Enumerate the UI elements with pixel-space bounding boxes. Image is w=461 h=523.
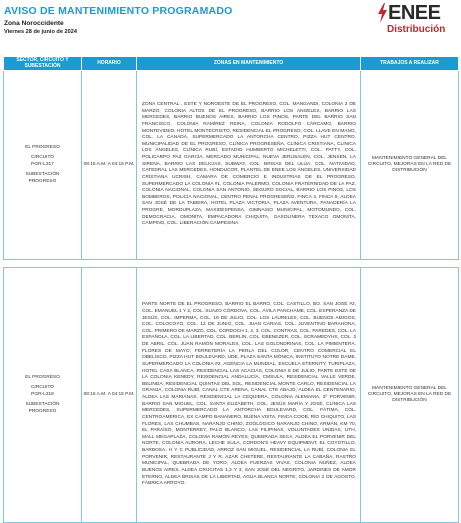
table-row (4, 71, 459, 260)
table-row (4, 268, 459, 523)
header-sector: SECTOR, CIRCUITO Y SUBESTACIÓN (4, 57, 82, 71)
notice-date: Viernes 28 de junio de 2024 (4, 29, 77, 35)
circuit-label: CIRCUITO (30, 385, 55, 391)
substation-label: SUBESTACIÓN (25, 402, 60, 408)
substation-name: PROGRESO (28, 178, 57, 184)
logo-subtitle: Distribución (387, 24, 446, 35)
header-works: TRABAJOS A REALIZAR (361, 57, 459, 71)
zones-cell: ZONA CENTRAL , ESTE Y NOROESTE DE EL PROGRESO, COL. MANGANDI, COLONIA 2 DE MARZO, COLONIA ALTOS DE EL PROGRESO, BARRIO LOS ÁNGELES, BARRIO LAS MERCEDES, BARRIO BUENOS AIRES, BARRIO LOS PINOS, PARTE DEL BARRIO SAN FRANCISCO, COLONIA RAMÍREZ REINA, COLONIA RODOLFO CÁRCAMO, BARRIO MONTEVIDEO, HOTEL MONTECRISTO, RESIDENCIAL EL PROGRESO, COL. LLAVE EN MANO, COL. LA CANADÁ, SUPERMERCADO LA ANTORCHA CENTRO, PIZZA HUT CENTRO, MUNICIPALIDAD DE EL PROGRESO, CLÍNICA PROGRESEÑA, CLÍNICA CRISTIANA, CLÍNICA LOS ÁNGELES, CLÍNICA RUBÍ, ESTADIO HUMBERTO MICHELETTI, COL. PATTY, COL. POLICARPO PAZ GARCÍA, MERCADO MUNICIPAL, NUEVA JERUSALÉN, COL. JENSEN, LA SIRENA, BARRIO LAS DELICIAS, SUBWAY, COL. BRISAS DEL ULÚA, COL. NATIVIDAD, CATEDRAL LAS MERCEDES, HONDUCOR, PLANTEL DE ENEE LOS ÁNGELES, UNIVERSIDAD CRISTIANA UCRISH, CÁMARA DE COMERCIO E INDUSTRIAS DE EL PROGRESO, SUPERMERCADO LA COLONIA #1, COLONIA PALERMO, COLONIA FRATERNIDAD DE LA PAZ, COLONIA NACIONAL, COLONIA SAN ANTONIO, SEGURO SOCIAL, BARRIO LOS PINOS, LOS BOMBEROS, POLICÍA NACIONAL, CENTRO PENAL PROGRESEÑO, FINCA 4, FINCA 8, ALDEA SAN JOSÉ DE LA TABIERA, HOTEL PLAZA VICTORIA, PLAZA AVENTURA, PANADERÍA LA PROGRE, MORDUPLAZA, MAXIDESPENSA, GIMNASIO MUNICIPAL, MOTOMUNDO, COL. DEMOCRACIA, OMONITA, EMPACADORA CHIQUITA, GASOLINERA TEXACO OMONITA, CAMPING, COL. LIBERACIÓN CAMPESINA. (137, 71, 361, 260)
hours-cell: 08:15 A.M. A 04:15 P.M. (82, 268, 137, 523)
row-spacer (4, 260, 459, 268)
works-cell: MANTENIMIENTO GENERAL DEL CIRCUITO, MEJORAS EN LA RED DE DISTRIBUCIÓN (361, 71, 459, 260)
zone-name: Zona Noroccidente (4, 20, 64, 27)
lightning-bolt-icon (378, 3, 387, 23)
circuit-code: PGR-L317 (31, 161, 54, 167)
table-header-row (4, 57, 459, 71)
sector-cell (4, 71, 82, 260)
substation-label: SUBESTACIÓN (25, 172, 60, 178)
zones-cell: PARTE NORTE DE EL PROGRESO, BARRIO EL BARRO, COL. CASTILLO, BO. SAN JOSÉ #2, COL. EMANUEL 1 Y 2, COL. SUAZO CÓRDOVA, COL. ÁVILA PANCHAME, COL. ESPERANZA DE JESÚS, COL. IMPERMA, COL. 19 DE JULIO, COL. LOS LAURELES, COL. BUENOS AMIGOS, COL. COLOCOYO, COL. 12 DE JUNIO, COL. JUAN CARIAS, COL. JUVENTINO BARAHONA, COL. PRIMERO DE MARZO, COL. CORDOCH 1, 2, 3, COL. CONTRAS, COL. PAREDES, COL. LA ESPAÑOLA, COL. LA LIBERTAD, COL. BERLÍN, COL. EBENEZER, COL. SCRAMEDYHS, COL. 3 DE ABRIL, COL. JUAN RAMÓN MORALES, COL. LAS GOLONDRINAS, COL. LA PIMIENTERA, FLORES DE MAYO, FERRETERÍA LA PERLA DEL COLOR, CENTRO COMERCIAL EL OBELISCO, PIZZA HUT BOULEVARD, UDE, PLAZA SANTA MÓNICA, INSTITUTO NOTRE DAME, SUPERMERCADO LA COLONIA #2, AGENCIA LA MUNDIAL, ESCUELA ETERNITY, TURIPLAZA, HOTEL CASA BLANCA, RESIDENCIAL LAS ACACIAS, COLONIA 6 DE JULIO, PARTE ESTE DE LA COLONIA KENEDY, RESIDENCIAL ANDALUCÍA, CMSULA, RESIDENCIAL VALLE VERDE, BELINDA, RESIDENCIAL QUINTAS DEL SOL, RESIDENCIAL MONTE CARLO, RESIDENCIAL LA GRANJA, COLONIA RUBÍ, CANAL CTE ARENA, CANAL CTE ABAJO, ALDEA EL CENTENARIO, ALDEA LAS MARIANAS, RESIDENCIAL LA CEQUIERA, COLONIA ALEMANIA, 2º PORVENIR, BARRIO SAN MIGUEL, COL. SANTA ELIZABETH, COL. JESÚS MARÍA Y JOSÉ, CLÍNICA LAS MERCEDES, SUPERMERCADO LA ANTORCHA BOULEVARD, COL. FÁTIMA, COL. CENTROAMÉRICA, EX CAMPO BANANERO, BUENA VISTA, FINCA COOB, RÍO CHIQUITO, LAS FLORES, LAS CHUMBAS, NARANJO CHINO, ZOOLÓGICO NARANJO CHINO, ARMÁN, KM 70, EL PARAÍSO, MONTERREY, PALO BLANCO, LAS FILIPINAS, VOLUNTADES UNIDAS, UTH, MALL MEGAPLAZA, COLONIA RAMÓN REYES, QUEBRADA SECA, ALDEA EL PORVENIR DEL NORTE, COLONIA AURORA, LECHE SULA, CORDON'S HEAVY EQUIPMENT, EL COYOTILLO, BARBOSA, H Y C PUBLICIDAD, ARROZ SAN MIGUEL, RESIDENCIAL LA RUBÍ, COLONIA EL PORVENIR, RESTAURANTE J Y R, AZAR CHETERE, RESTAURANTE LA CABAÑA, RASTRO MUNICIPAL, QUEBRADA DE YORO, ALDEA FUERZAS VIVAS, COLONIA NÚÑEZ, ALDEA BUENOS AIRES, ALDEA CRUCITAS 1,2 Y 3, SAN JOSÉ DEL NEGRITO, JARDINES DE AMOR ETERNO, ALDEA BRISAS DE LA LIBERTAD, AGUA BLANCA NORTE, COLONIA 2 DE AGOSTO, FÁBRICA ARROYO. (137, 268, 361, 523)
logo-word: ENEE (388, 2, 441, 24)
substation-name: PROGRESO (28, 408, 57, 414)
hours-cell: 08:15 A.M. A 04:15 P.M. (82, 71, 137, 260)
header-zones: ZONAS EN MANTENIMIENTO (137, 57, 361, 71)
header-hours: HORARIO (82, 57, 137, 71)
sector-name: EL PROGRESO (25, 374, 60, 380)
circuit-label: CIRCUITO (30, 155, 55, 161)
enee-logo (378, 3, 458, 37)
page-title: AVISO DE MANTENIMIENTO PROGRAMADO (4, 5, 233, 17)
sector-cell (4, 268, 82, 523)
works-cell: MANTENIMIENTO GENERAL DEL CIRCUITO, MEJORAS EN LA RED DE DISTRIBUCIÓN (361, 268, 459, 523)
maintenance-table (3, 56, 459, 523)
sector-name: EL PROGRESO (25, 144, 60, 150)
circuit-code: PGR-L318 (31, 391, 54, 397)
